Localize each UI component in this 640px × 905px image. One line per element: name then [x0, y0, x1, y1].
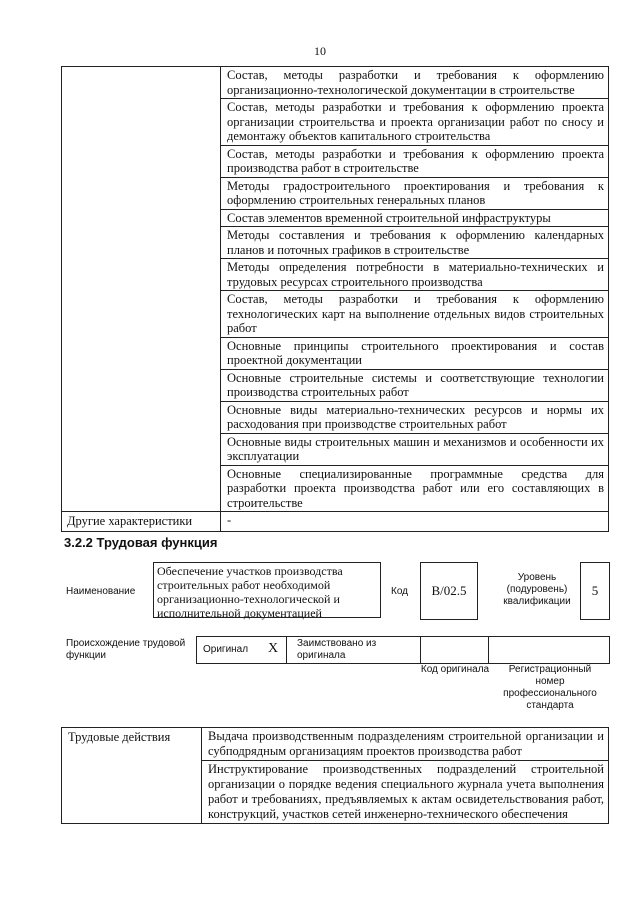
- level-value: 5: [580, 562, 610, 620]
- function-code: В/02.5: [420, 562, 478, 620]
- level-label: Уровень (подуровень) квалификации: [503, 572, 571, 607]
- labor-action-item: Выдача производственным подразделениям строительной организации и субподрядным организациям проектов производства работ: [202, 728, 609, 761]
- knowledge-row: [62, 67, 609, 99]
- code-caption: Код оригинала: [420, 664, 490, 675]
- knowledge-item: Состав, методы разработки и требования к оформлению проекта производства работ в строительстве: [221, 145, 609, 177]
- function-name: Обеспечение участков производства строительных работ необходимой организационно-технологической и исполнительной документацией: [153, 562, 381, 618]
- knowledge-item: Основные строительные системы и соответствующие технологии производства строительных работ: [221, 369, 609, 401]
- section-title: 3.2.2 Трудовая функция: [64, 535, 218, 550]
- knowledge-item: Основные виды материально-технических ресурсов и нормы их расходования при производстве строительных работ: [221, 401, 609, 433]
- labor-actions-table: [61, 727, 609, 824]
- knowledge-item: Методы определения потребности в материально-технических и трудовых ресурсах строительного производства: [221, 259, 609, 291]
- other-characteristics-row: [62, 512, 609, 532]
- name-label: Наименование: [66, 586, 136, 597]
- origin-label: Происхождение трудовой функции: [66, 638, 186, 661]
- labor-action-row: [62, 728, 609, 761]
- knowledge-item: Методы составления и требования к оформлению календарных планов и поточных графиков в строительстве: [221, 227, 609, 259]
- labor-action-item: Инструктирование производственных подразделений строительной организации о порядке ведения специального журнала учета выполнения работ и требованиях, предъявляемых к актам освидетельствования работ, конструкций, участков сетей инженерно-технического обеспечения: [202, 761, 609, 824]
- reg-caption: Регистрационный номер профессионального стандарта: [503, 664, 597, 711]
- origin-borrowed-cell: [286, 636, 422, 664]
- other-characteristics-label: Другие характеристики: [62, 512, 221, 532]
- knowledge-item: Состав, методы разработки и требования к оформлению организационно-технологической документации в строительстве: [221, 67, 609, 99]
- origin-code-cell: [420, 636, 490, 664]
- page-number: 10: [314, 44, 326, 58]
- knowledge-item: Основные виды строительных машин и механизмов и особенности их эксплуатации: [221, 433, 609, 465]
- knowledge-item: Основные принципы строительного проектирования и состав проектной документации: [221, 337, 609, 369]
- origin-reg-cell: [488, 636, 610, 664]
- knowledge-item: Основные специализированные программные средства для разработки проекта производства работ или его составляющих в строительстве: [221, 465, 609, 512]
- original-label: Оригинал: [203, 644, 249, 655]
- origin-original-cell: [196, 636, 288, 664]
- code-label: Код: [391, 586, 409, 597]
- knowledge-item: Состав, методы разработки и требования к оформлению технологических карт на выполнение отдельных видов строительных работ: [221, 291, 609, 338]
- borrowed-label: Заимствовано из оригинала: [297, 638, 377, 661]
- knowledge-label-cell: [62, 67, 221, 512]
- other-characteristics-value: -: [221, 512, 609, 532]
- knowledge-item: Методы градостроительного проектирования и требования к оформлению строительных генеральных планов: [221, 177, 609, 209]
- knowledge-table: [61, 66, 609, 532]
- labor-actions-label: Трудовые действия: [62, 728, 202, 824]
- knowledge-item: Состав элементов временной строительной инфраструктуры: [221, 209, 609, 227]
- original-mark: X: [268, 641, 279, 656]
- knowledge-item: Состав, методы разработки и требования к оформлению проекта организации строительства и проекта организации работ по сносу и демонтажу объектов капитального строительства: [221, 99, 609, 146]
